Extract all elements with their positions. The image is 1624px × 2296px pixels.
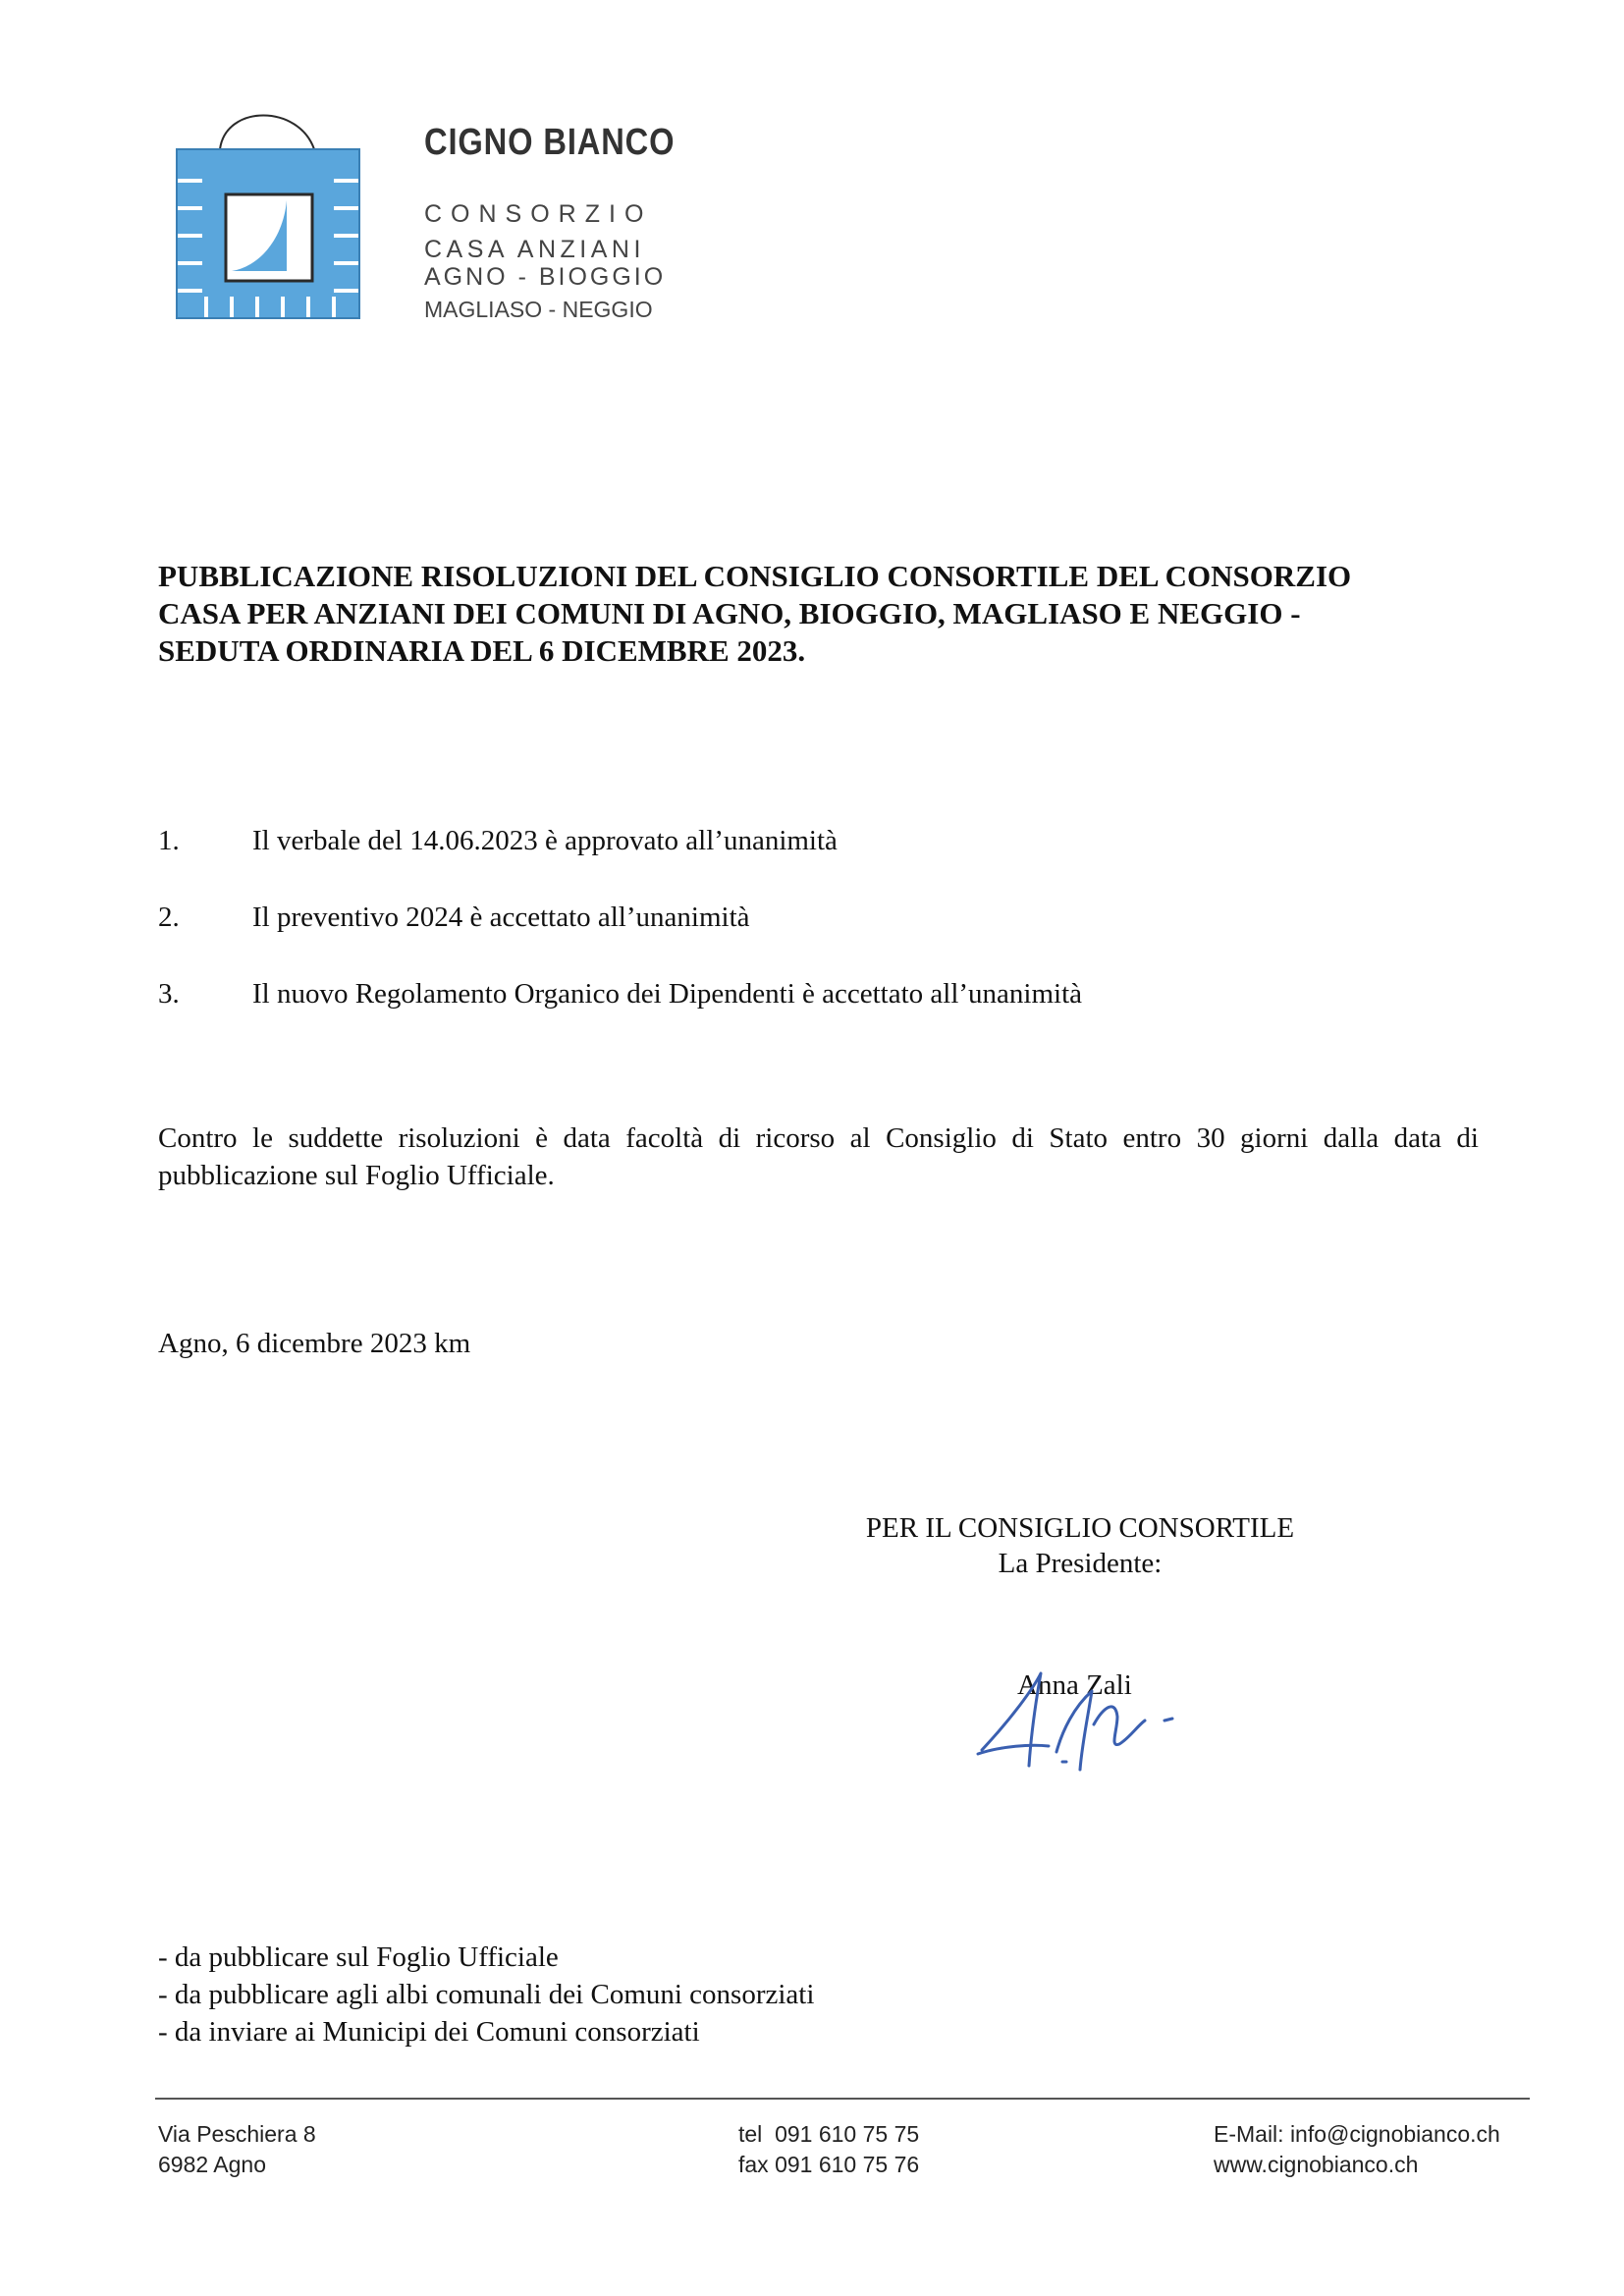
distribution-list bbox=[158, 1939, 814, 2050]
signatory-role: La Presidente: bbox=[998, 1548, 1163, 1579]
footer-phone bbox=[738, 2119, 919, 2180]
title-line: PUBBLICAZIONE RISOLUZIONI DEL CONSIGLIO CONSORTILE DEL CONSORZIO bbox=[158, 559, 1352, 593]
signature-block bbox=[785, 1510, 1375, 1581]
place-date: Agno, 6 dicembre 2023 km bbox=[158, 1328, 471, 1359]
footer-address bbox=[158, 2119, 316, 2180]
address-city: 6982 Agno bbox=[158, 2152, 267, 2177]
letterhead-line-magliaso-neggio: MAGLIASO - NEGGIO bbox=[424, 297, 653, 322]
letterhead-line-agno-bioggio: AGNO - BIOGGIO bbox=[424, 263, 667, 291]
footer-web bbox=[1214, 2119, 1500, 2180]
resolution-number: 3. bbox=[158, 978, 180, 1010]
letterhead-line-consorzio: CONSORZIO bbox=[424, 200, 653, 228]
title-line: CASA PER ANZIANI DEI COMUNI DI AGNO, BIOGGIO, MAGLIASO E NEGGIO - bbox=[158, 596, 1301, 630]
signatory-organ: PER IL CONSIGLIO CONSORTILE bbox=[865, 1512, 1295, 1544]
distribution-item: - da pubblicare sul Foglio Ufficiale bbox=[158, 1941, 559, 1973]
resolution-text: Il nuovo Regolamento Organico dei Dipendenti è accettato all’unanimità bbox=[252, 978, 1083, 1010]
resolution-text: Il verbale del 14.06.2023 è approvato all’unanimità bbox=[252, 825, 838, 856]
letterhead-line-casa-anziani: CASA ANZIANI bbox=[424, 236, 645, 263]
email-address: E-Mail: info@cignobianco.ch bbox=[1214, 2121, 1500, 2147]
handwritten-signature bbox=[972, 1660, 1188, 1777]
resolution-text: Il preventivo 2024 è accettato all’unanimità bbox=[252, 902, 750, 933]
website: www.cignobianco.ch bbox=[1214, 2152, 1419, 2177]
resolution-number: 2. bbox=[158, 902, 180, 933]
distribution-item: - da inviare ai Municipi dei Comuni consorziati bbox=[158, 2016, 700, 2048]
appeal-note: Contro le suddette risoluzioni è data facoltà di ricorso al Consiglio di Stato entro 30 giorni dalla data di pubblicazione sul Foglio Ufficiale. bbox=[158, 1122, 1479, 1191]
address-street: Via Peschiera 8 bbox=[158, 2121, 316, 2147]
distribution-item: - da pubblicare agli albi comunali dei Comuni consorziati bbox=[158, 1979, 815, 2010]
title-line: SEDUTA ORDINARIA DEL 6 DICEMBRE 2023. bbox=[158, 633, 806, 668]
brand-name: CIGNO BIANCO bbox=[424, 122, 676, 163]
fax-number: fax 091 610 75 76 bbox=[738, 2152, 920, 2177]
cigno-bianco-logo bbox=[169, 104, 367, 326]
document-title bbox=[158, 558, 1474, 670]
phone-number: tel 091 610 75 75 bbox=[738, 2121, 920, 2147]
footer-divider bbox=[155, 2098, 1530, 2100]
signatory-name: Anna Zali bbox=[1017, 1669, 1132, 1701]
resolution-number: 1. bbox=[158, 825, 180, 856]
